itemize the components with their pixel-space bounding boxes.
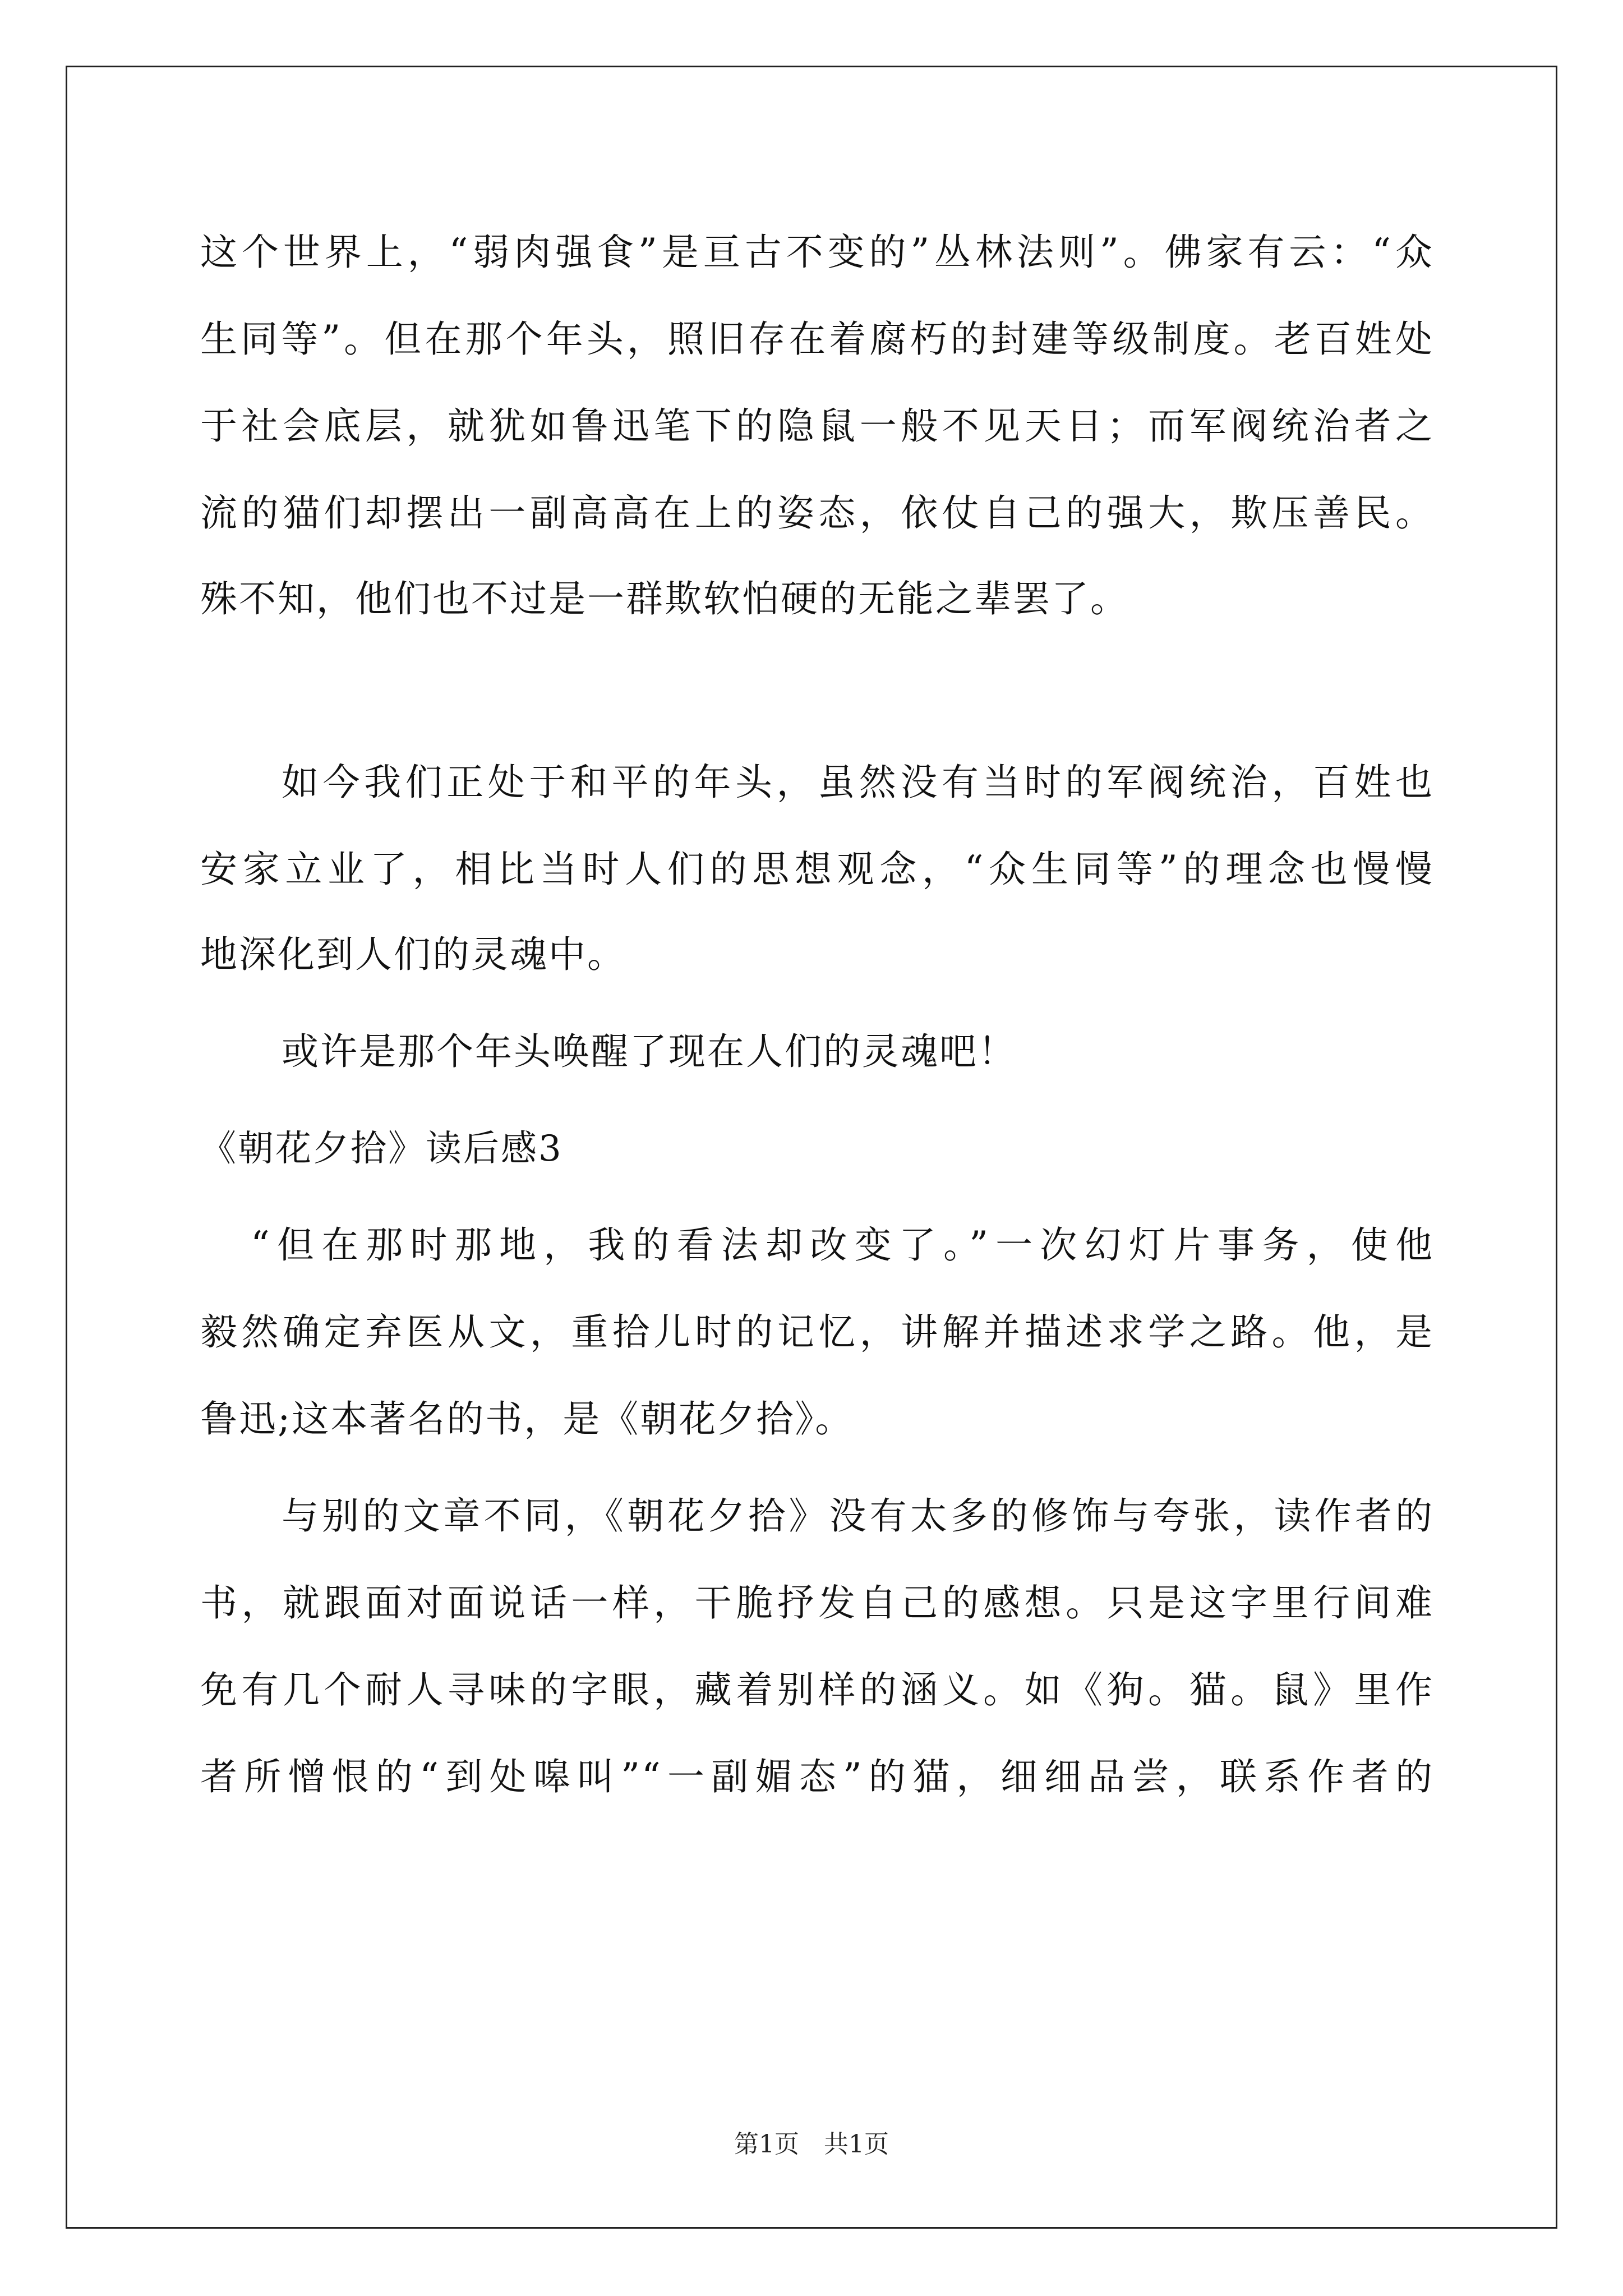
text-line: 如今我们正处于和平的年头，虽然没有当时的军阀统治，百姓也: [282, 761, 1434, 804]
text-line: 地深化到人们的灵魂中。: [200, 933, 626, 976]
text-line: 生同等”。但在那个年头，照旧存在着腐朽的封建等级制度。老百姓处: [200, 318, 1434, 361]
page-footer: 第1页 共1页: [734, 2130, 889, 2159]
text-line: 者所憎恨的“到处嗥叫”“一副媚态”的猫，细细品尝，联系作者的: [200, 1755, 1434, 1798]
text-line: 鲁迅;这本著名的书，是《朝花夕拾》。: [200, 1397, 854, 1441]
text-line: 安家立业了，相比当时人们的思想观念，“众生同等”的理念也慢慢: [200, 848, 1434, 891]
text-line: 毅然确定弃医从文，重拾儿时的记忆，讲解并描述求学之路。他，是: [200, 1310, 1434, 1354]
text-line: 或许是那个年头唤醒了现在人们的灵魂吧！: [282, 1030, 1017, 1073]
text-line: “但在那时那地，我的看法却改变了。”一次幻灯片事务，使他: [251, 1223, 1434, 1267]
text-line: 免有几个耐人寻味的字眼，藏着别样的涵义。如《狗。猫。鼠》里作: [200, 1668, 1434, 1711]
text-line: 与别的文章不同，《朝花夕拾》没有太多的修饰与夸张，读作者的: [282, 1494, 1434, 1538]
text-line: 殊不知，他们也不过是一群欺软怕硬的无能之辈罢了。: [200, 577, 1129, 620]
text-line: 书，就跟面对面说话一样，干脆抒发自己的感想。只是这字里行间难: [200, 1581, 1434, 1625]
text-line: 流的猫们却摆出一副高高在上的姿态，依仗自己的强大，欺压善民。: [200, 491, 1434, 535]
text-line: 于社会底层，就犹如鲁迅笔下的隐鼠一般不见天日；而军阀统治者之: [200, 404, 1434, 448]
section-heading: 《朝花夕拾》读后感3: [200, 1128, 563, 1170]
text-line: 这个世界上，“弱肉强食”是亘古不变的”丛林法则”。佛家有云：“众: [200, 231, 1434, 274]
